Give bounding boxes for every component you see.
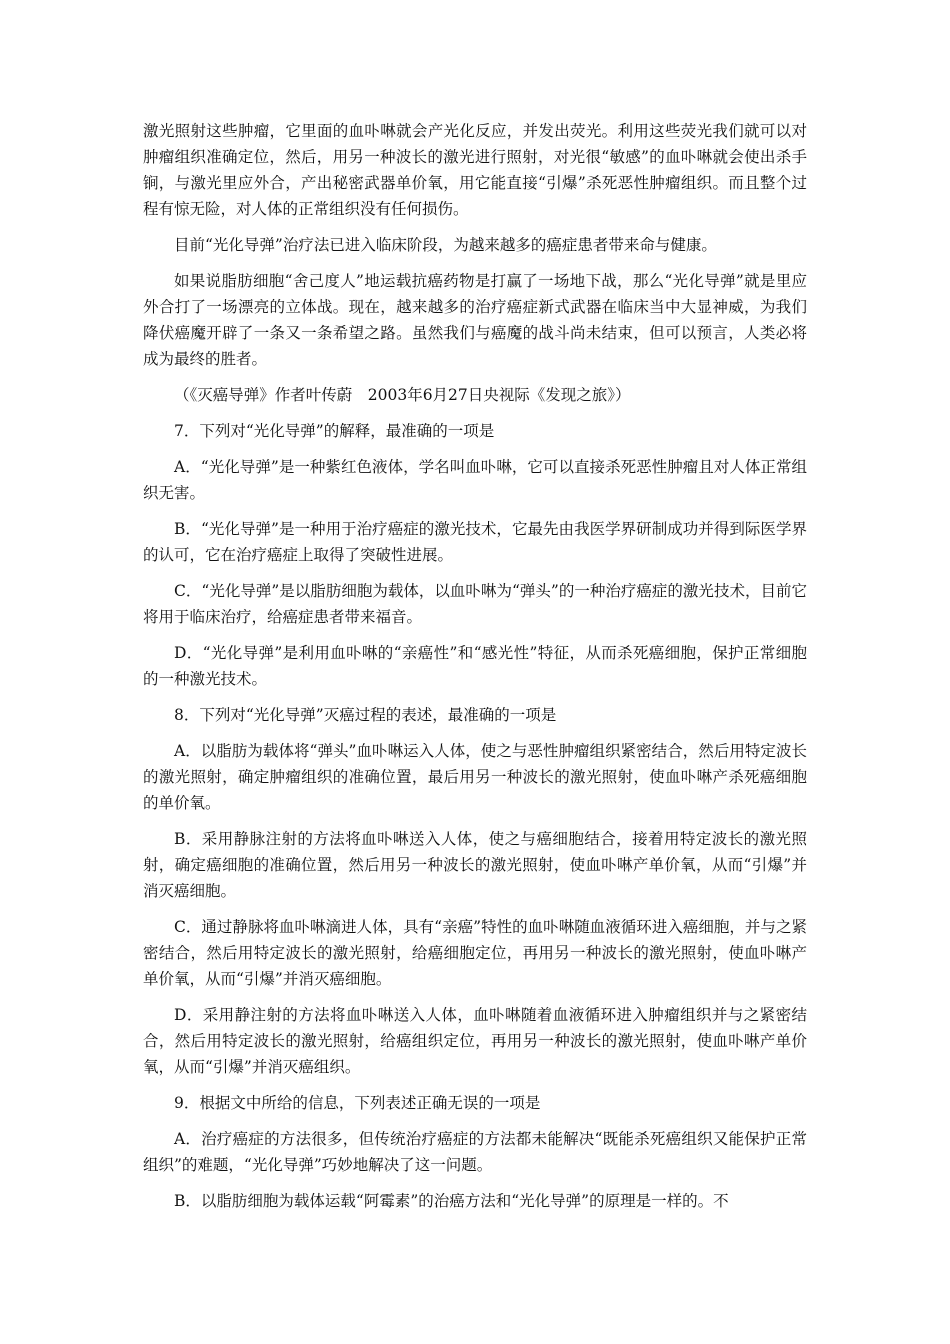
question-8-option-c: C．通过静脉将血卟啉滴进人体，具有“亲癌”特性的血卟啉随血液循环进入癌细胞，并与之紧密结合，然后用特定波长的激光照射，给癌细胞定位，再用另一种波长的激光照射，使血卟啉产单价氧，从而“引爆”并消灭癌细胞。 xyxy=(143,918,807,988)
document-page xyxy=(143,118,807,1224)
question-8-option-b: B．采用静脉注射的方法将血卟啉送入人体，使之与癌细胞结合，接着用特定波长的激光照射，确定癌细胞的准确位置，然后用另一种波长的激光照射，使血卟啉产单价氧，从而“引爆”并消灭癌细胞。 xyxy=(143,830,807,900)
question-7-option-c: C．“光化导弹”是以脂肪细胞为载体，以血卟啉为“弹头”的一种治疗癌症的激光技术，目前它将用于临床治疗，给癌症患者带来福音。 xyxy=(143,582,807,626)
source-citation: （《灭癌导弹》作者叶传蔚 2003年6月27日央视际《发现之旅》） xyxy=(174,386,631,404)
paragraph-conclusion: 如果说脂肪细胞“舍己度人”地运载抗癌药物是打赢了一场地下战，那么“光化导弹”就是里应外合打了一场漂亮的立体战。现在，越来越多的治疗癌症新式武器在临床当中大显神威，为我们降伏癌魔开辟了一条又一条希望之路。虽然我们与癌魔的战斗尚未结束，但可以预言，人类必将成为最终的胜者。 xyxy=(143,272,807,368)
question-7-option-b: B．“光化导弹”是一种用于治疗癌症的激光技术，它最先由我医学界研制成功并得到际医学界的认可，它在治疗癌症上取得了突破性进展。 xyxy=(143,520,807,564)
question-7: 7．下列对“光化导弹”的解释，最准确的一项是 xyxy=(174,422,495,440)
question-9-option-a: A．治疗癌症的方法很多，但传统治疗癌症的方法都未能解决“既能杀死癌组织又能保护正常组织”的难题，“光化导弹”巧妙地解决了这一问题。 xyxy=(143,1130,807,1174)
question-9: 9．根据文中所给的信息，下列表述正确无误的一项是 xyxy=(174,1094,541,1112)
question-8: 8．下列对“光化导弹”灭癌过程的表述，最准确的一项是 xyxy=(174,706,557,724)
question-9-option-b: B．以脂肪细胞为载体运载“阿霉素”的治癌方法和“光化导弹”的原理是一样的。不 xyxy=(174,1192,729,1210)
paragraph-clinical-stage: 目前“光化导弹”治疗法已进入临床阶段，为越来越多的癌症患者带来命与健康。 xyxy=(174,236,717,254)
question-8-option-d: D．采用静注射的方法将血卟啉送入人体，血卟啉随着血液循环进入肿瘤组织并与之紧密结合，然后用特定波长的激光照射，给癌组织定位，再用另一种波长的激光照射，使血卟啉产单价氧，从而“引爆”并消灭癌组织。 xyxy=(143,1006,807,1076)
question-7-option-d: D．“光化导弹”是利用血卟啉的“亲癌性”和“感光性”特征，从而杀死癌细胞，保护正常细胞的一种激光技术。 xyxy=(143,644,807,688)
paragraph-laser-process: 激光照射这些肿瘤，它里面的血卟啉就会产光化反应，并发出荧光。利用这些荧光我们就可以对肿瘤组织准确定位，然后，用另一种波长的激光进行照射，对光很“敏感”的血卟啉就会使出杀手锏，与激光里应外合，产出秘密武器单价氧，用它能直接“引爆”杀死恶性肿瘤组织。而且整个过程有惊无险，对人体的正常组织没有任何损伤。 xyxy=(143,122,807,218)
question-7-option-a: A．“光化导弹”是一种紫红色液体，学名叫血卟啉，它可以直接杀死恶性肿瘤且对人体正常组织无害。 xyxy=(143,458,807,502)
question-8-option-a: A．以脂肪为载体将“弹头”血卟啉运入人体，使之与恶性肿瘤组织紧密结合，然后用特定波长的激光照射，确定肿瘤组织的准确位置，最后用另一种波长的激光照射，使血卟啉产杀死癌细胞的单价氧。 xyxy=(143,742,807,812)
